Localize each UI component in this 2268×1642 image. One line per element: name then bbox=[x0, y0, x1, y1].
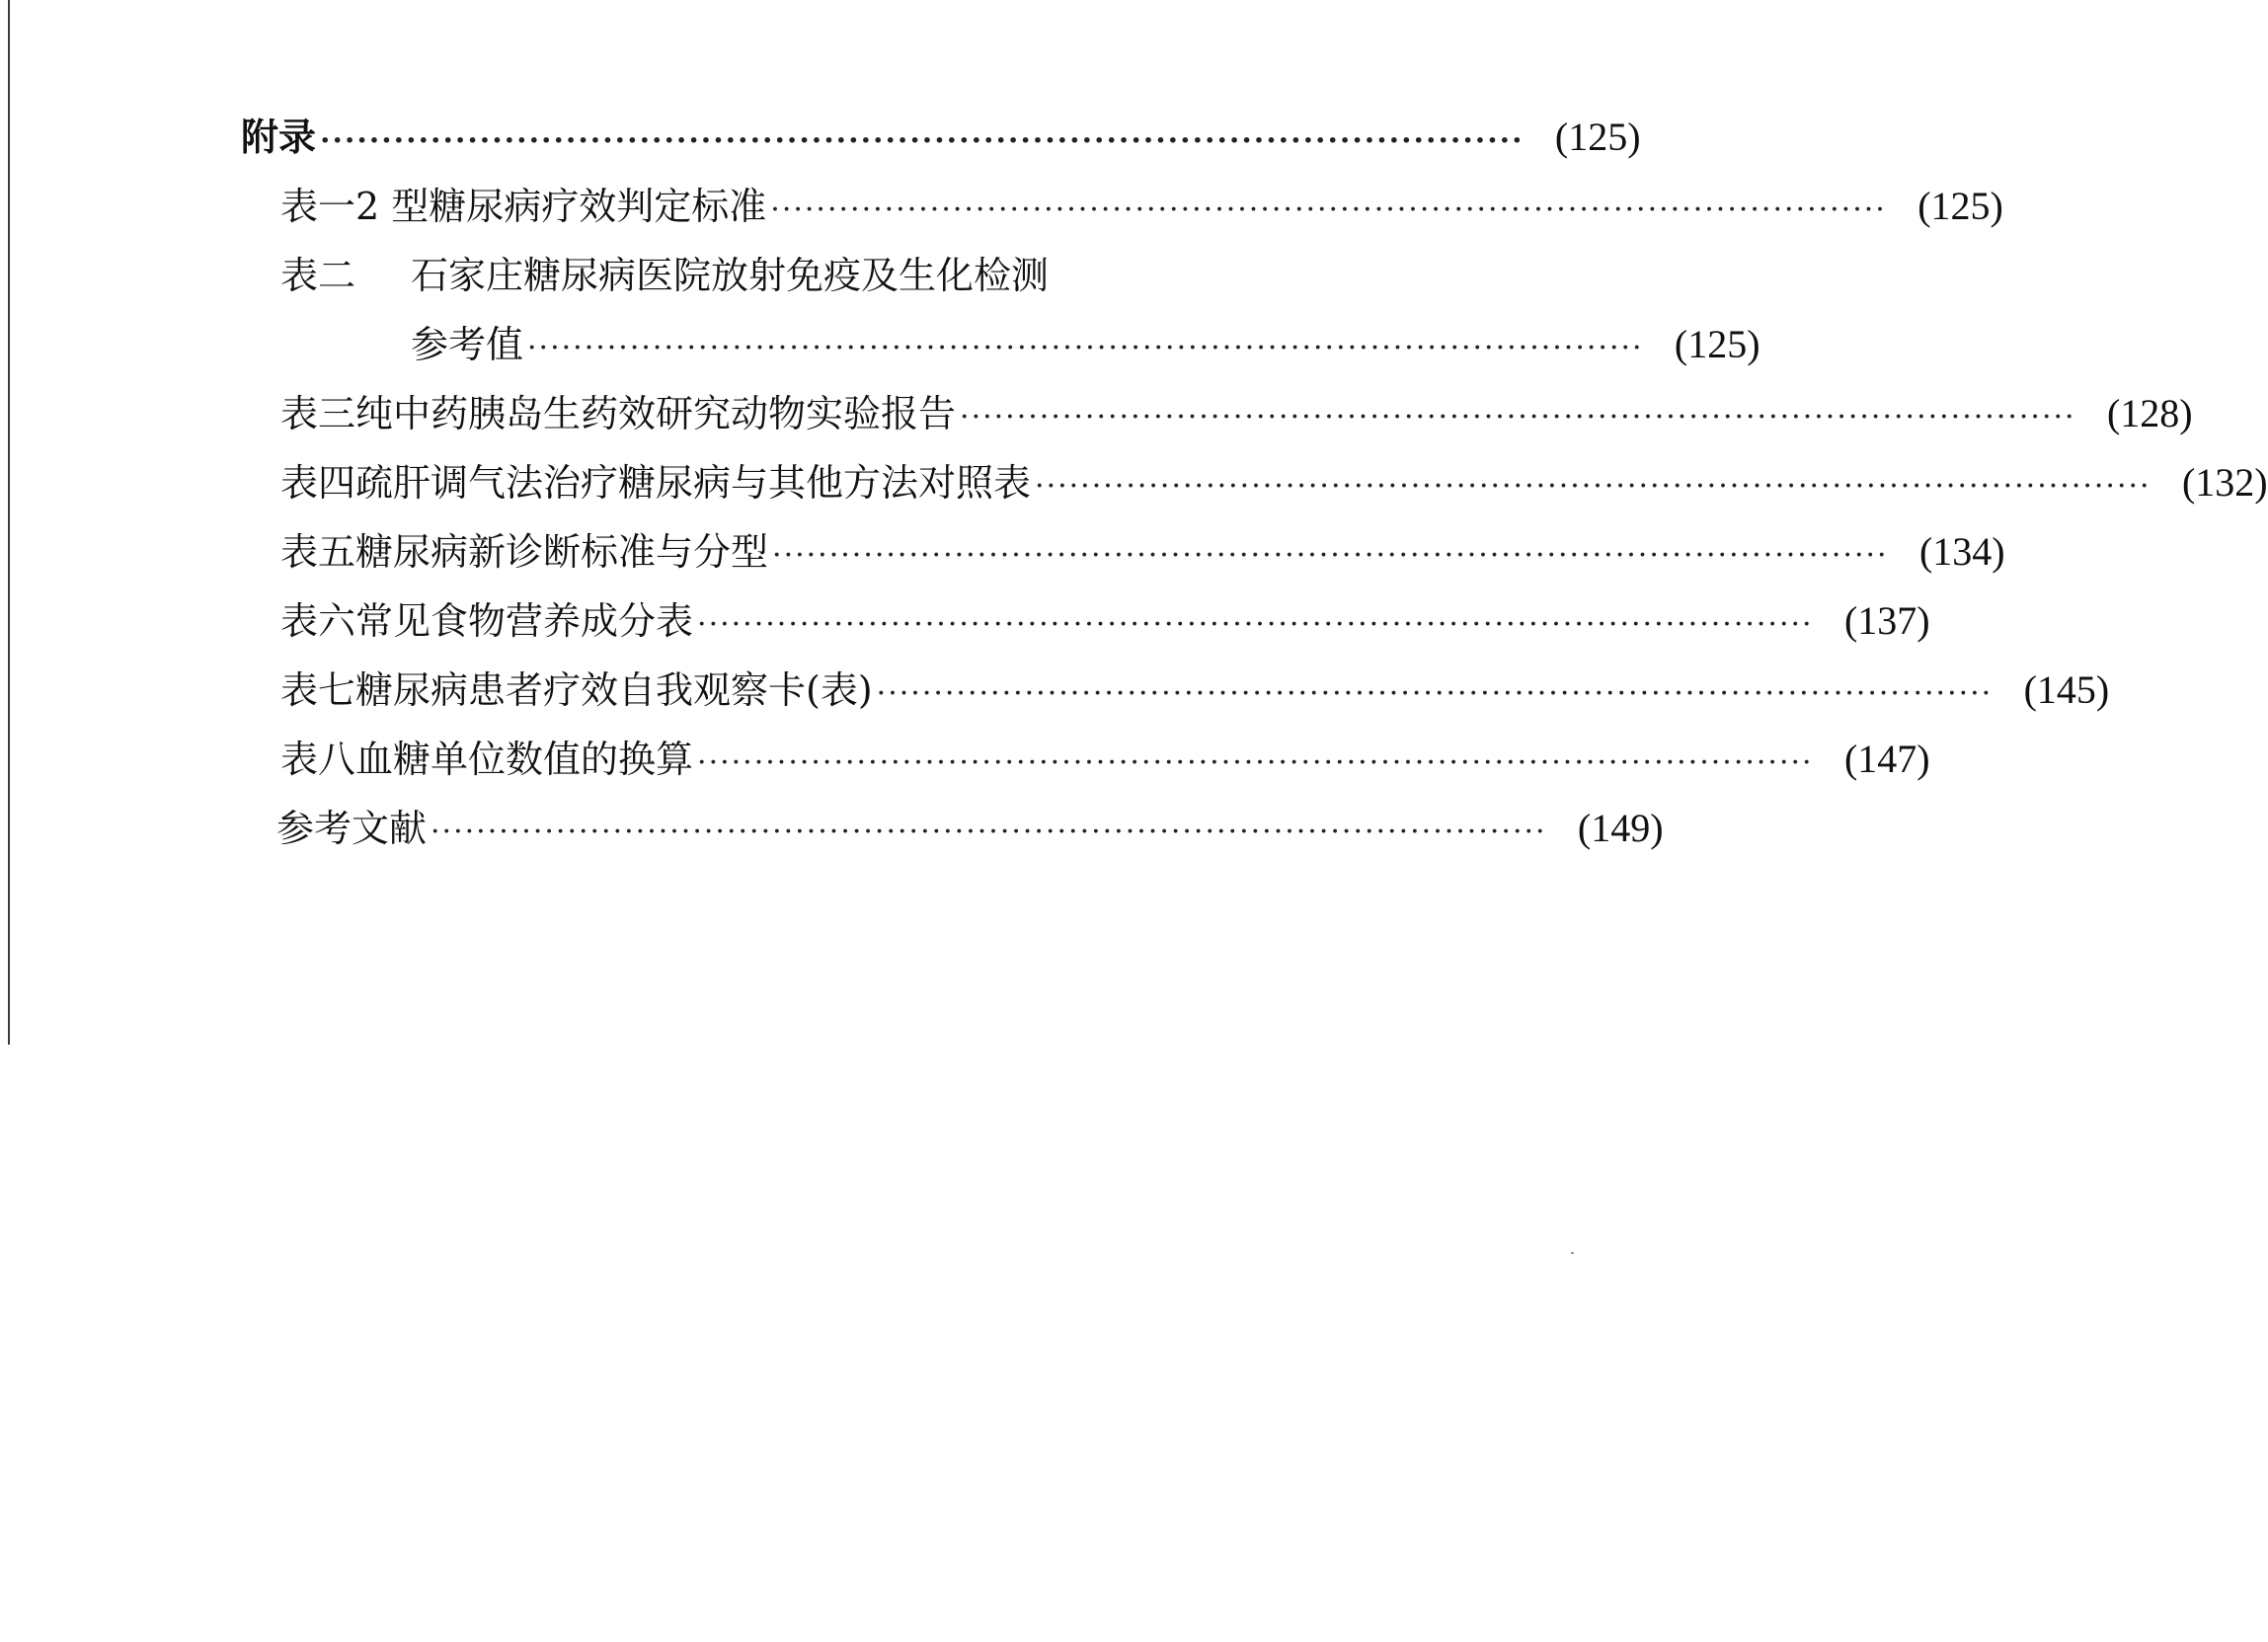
toc-entry[interactable] bbox=[280, 389, 2193, 438]
toc-entry-title: 附录 bbox=[241, 115, 317, 159]
toc-entry-references[interactable] bbox=[276, 804, 1664, 853]
toc-entry[interactable] bbox=[280, 458, 2268, 508]
dot-leader: ·································································································· bbox=[527, 331, 1644, 365]
toc-page-number: (125) bbox=[1917, 184, 2003, 228]
dot-leader: ·································································································· bbox=[697, 607, 1814, 642]
toc-entry-label: 表八 bbox=[280, 738, 356, 781]
dot-leader: ·································································································· bbox=[320, 123, 1525, 158]
toc-entry-label: 表一 bbox=[280, 185, 356, 228]
toc-page-number: (149) bbox=[1577, 806, 1664, 850]
dot-leader: ·································································································· bbox=[770, 193, 1887, 227]
dot-leader: ·································································································· bbox=[960, 400, 2076, 434]
toc-entry-title: 参考值 bbox=[411, 323, 524, 366]
toc-entry[interactable] bbox=[280, 182, 2003, 231]
toc-entry-title: 疏肝调气法治疗糖尿病与其他方法对照表 bbox=[355, 461, 1032, 505]
toc-entry-title: 参考文献 bbox=[276, 807, 428, 850]
toc-page-number: (128) bbox=[2106, 391, 2193, 435]
toc-page-number: (134) bbox=[1918, 529, 2005, 574]
toc-page-number: (125) bbox=[1674, 322, 1760, 366]
toc-entry-title: 血糖单位数值的换算 bbox=[355, 738, 694, 781]
toc-entry-title: 糖尿病新诊断标准与分型 bbox=[355, 530, 769, 574]
toc-entry-label: 表五 bbox=[280, 530, 356, 574]
dot-leader: ·································································································· bbox=[876, 676, 1994, 711]
scan-speck bbox=[1571, 1252, 1574, 1254]
toc-entry-label: 表三 bbox=[280, 392, 356, 435]
dot-leader: ·································································································· bbox=[430, 815, 1547, 849]
toc-entry[interactable] bbox=[280, 665, 2110, 715]
dot-leader: ·································································································· bbox=[772, 538, 1889, 573]
toc-entry[interactable] bbox=[280, 251, 1410, 300]
toc-entry-label: 表六 bbox=[280, 599, 356, 643]
toc-page-number: (145) bbox=[2023, 667, 2110, 712]
toc-entry[interactable] bbox=[280, 596, 1930, 646]
dot-leader: ·································································································· bbox=[1035, 469, 2151, 504]
toc-entry[interactable] bbox=[280, 527, 2005, 577]
toc-entry[interactable] bbox=[280, 735, 1930, 784]
toc-entry-label: 表四 bbox=[280, 461, 356, 505]
toc-page-number: (147) bbox=[1843, 737, 1930, 781]
toc-entry-continuation[interactable] bbox=[411, 320, 1760, 369]
toc-entry-label: 表七 bbox=[280, 668, 356, 712]
toc-entry-title: 常见食物营养成分表 bbox=[355, 599, 694, 643]
toc-page-number: (125) bbox=[1554, 115, 1641, 159]
toc-entry-title: 石家庄糖尿病医院放射免疫及生化检测 bbox=[411, 254, 1050, 297]
toc-page-number: (132) bbox=[2181, 460, 2268, 505]
toc-entry-title: 2 型糖尿病疗效判定标准 bbox=[355, 185, 767, 228]
toc-entry-title: 糖尿病患者疗效自我观察卡(表) bbox=[355, 668, 873, 712]
toc-page-number: (137) bbox=[1843, 598, 1930, 643]
dot-leader: ·································································································· bbox=[697, 745, 1814, 780]
toc-entry-label: 表二 bbox=[280, 254, 356, 297]
toc-entry-appendix[interactable] bbox=[241, 113, 1641, 162]
toc-entry-title: 纯中药胰岛生药效研究动物实验报告 bbox=[355, 392, 957, 435]
